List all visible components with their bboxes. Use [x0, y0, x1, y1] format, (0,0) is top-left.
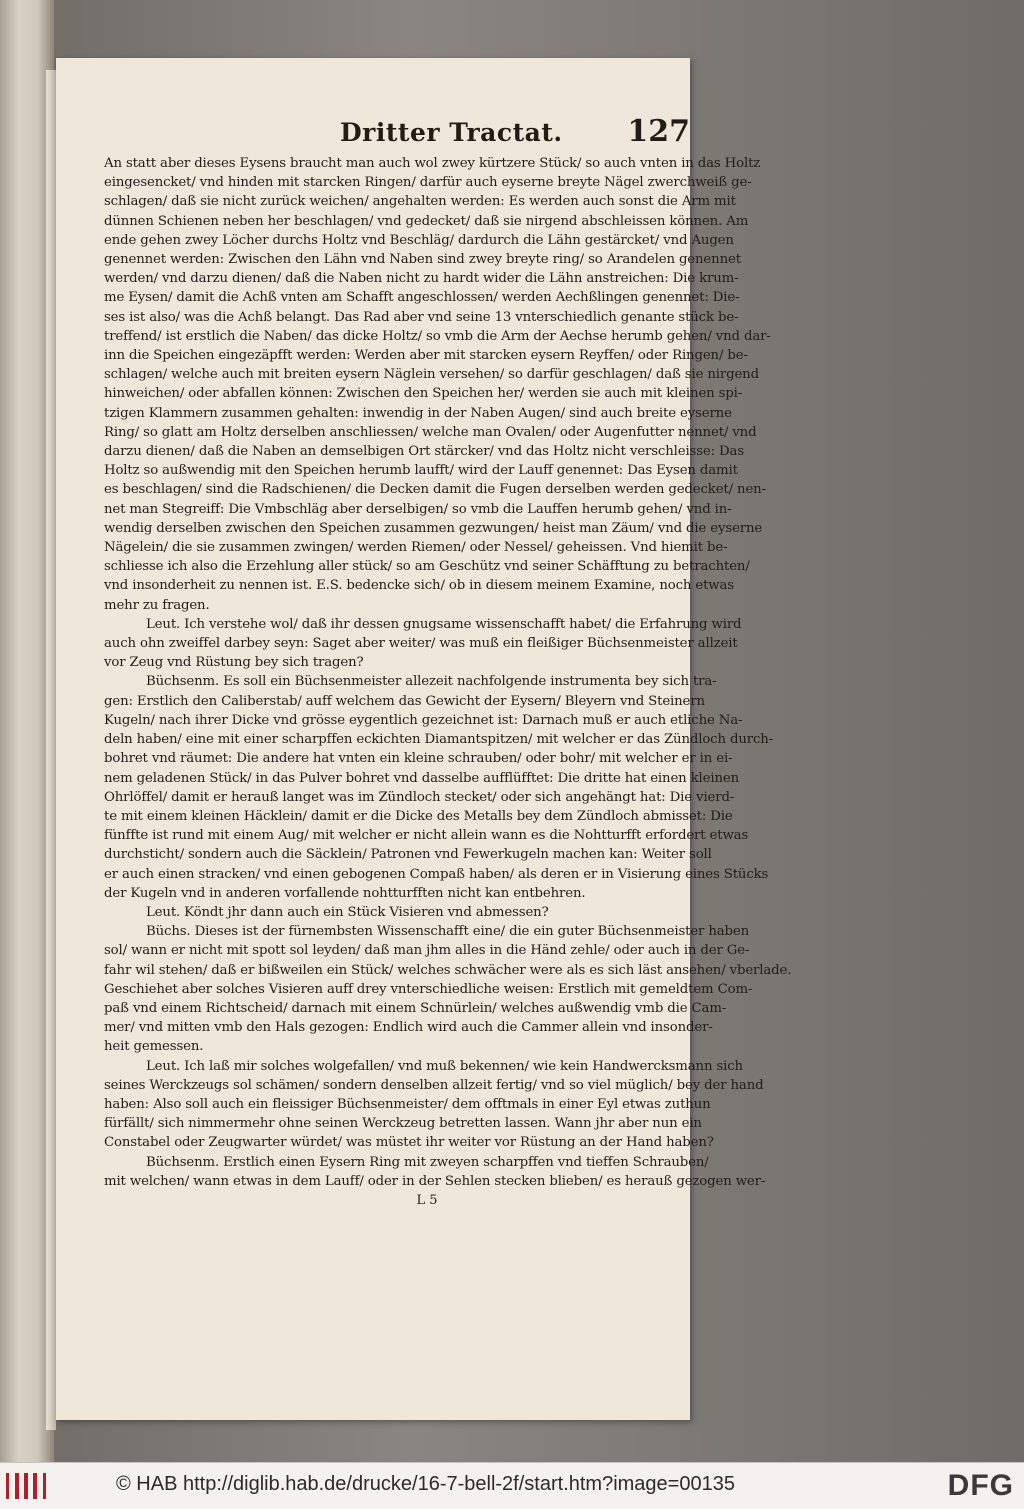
text-line: mehr zu fragen. [104, 597, 210, 613]
text-line: te mit einem kleinen Häcklein/ damit er die Dicke des Metalls bey dem Zündloch abmisset: Die [104, 808, 733, 824]
text-line: der Kugeln vnd in anderen vorfallende nohtturfften nicht kan entbehren. [104, 885, 586, 901]
text-line: Nägelein/ die sie zusammen zwingen/ werden Riemen/ oder Nessel/ geheissen. Vnd hiemit be- [104, 540, 728, 556]
text-line: Büchsenm. Es soll ein Büchsenmeister allezeit nachfolgende instrumenta bey sich tra- [146, 674, 717, 690]
previous-page-edge [46, 70, 56, 1430]
text-line: paß vnd einem Richtscheid/ darnach mit einem Schnürlein/ welches außwendig vmb die Cam- [104, 1000, 727, 1016]
text-line: Geschiehet aber solches Visieren auff drey vnterschiedliche weisen: Erstlich mit gemeldtem Com- [104, 981, 753, 997]
text-line: inn die Speichen eingezäpfft werden: Werden aber mit starcken eysern Reyffen/ oder Ringen/ be- [104, 348, 748, 364]
page-content [104, 114, 792, 1208]
text-line: fünffte ist rund mit einem Aug/ mit welcher er nicht allein wann es die Nohtturfft erfordert etwas [104, 828, 749, 844]
text-line: Ohrlöffel/ damit er herauß langet was im Zündloch stecket/ oder sich angehängt hat: Die vierd- [104, 789, 735, 805]
text-line: sol/ wann er nicht mit spott sol leyden/ daß man jhm alles in die Händ zehle/ oder auch in der Ge- [104, 943, 750, 959]
text-line: Holtz so außwendig mit den Speichen herumb laufft/ wird der Lauff genennet: Das Eysen damit [104, 463, 738, 479]
text-line: vor Zeug vnd Rüstung bey sich tragen? [104, 655, 364, 671]
text-line: wendig derselben zwischen den Speichen zusammen gezwungen/ heist man Zäum/ vnd die eyserne [104, 520, 763, 536]
text-line: auch ohn zweiffel darbey seyn: Saget aber weiter/ was muß ein fleißiger Büchsenmeister allzeit [104, 636, 738, 652]
text-line: genennet werden: Zwischen den Lähn vnd Naben sind zwey breyte ring/ so Arandelen genennet [104, 252, 741, 268]
text-line: Kugeln/ nach ihrer Dicke vnd grösse eygentlich gezeichnet ist: Darnach muß er auch etliche Na- [104, 712, 743, 728]
text-line: werden/ vnd darzu dienen/ daß die Naben nicht zu hardt wider die Lähn anstreichen: Die krum- [104, 271, 739, 287]
text-line: heit gemessen. [104, 1039, 204, 1055]
text-line: Leut. Ich verstehe wol/ daß ihr dessen gnugsame wissenschafft habet/ die Erfahrung wird [146, 616, 742, 632]
footer-bar [0, 1462, 1024, 1509]
page-number: 127 [627, 114, 690, 149]
text-line: bohret vnd räumet: Die andere hat vnten ein kleine schrauben/ oder bohr/ mit welcher er in ei- [104, 751, 733, 767]
text-line: schliesse ich also die Erzehlung aller stück/ so am Geschütz vnd seiner Schäfftung zu betrachten/ [104, 559, 750, 575]
text-line: haben: Also soll auch ein fleissiger Büchsenmeister/ dem offtmals in einer Eyl etwas zuthun [104, 1096, 711, 1112]
text-line: treffend/ ist erstlich die Naben/ das dicke Holtz/ so vmb die Arm der Aechse herumb gehen/ vnd dar- [104, 328, 771, 344]
text-line: me Eysen/ damit die Achß vnten am Schafft angeschlossen/ werden Aechßlingen genennet: Die- [104, 290, 740, 306]
running-head [104, 114, 690, 152]
text-line: gen: Erstlich den Caliberstab/ auff welchem das Gewicht der Eysern/ Bleyern vnd Steinern [104, 693, 705, 709]
text-line: An statt aber dieses Eysens braucht man auch wol zwey kürtzere Stück/ so auch vnten in das Holtz [104, 156, 761, 171]
book-page [56, 58, 792, 1420]
text-line: ses ist also/ was die Achß belangt. Das Rad aber vnd seine 13 vnterschiedlich genante stück be- [104, 309, 739, 325]
text-line: mer/ vnd mitten vmb den Hals gezogen: Endlich wird auch die Cammer allein vnd insonder- [104, 1020, 713, 1036]
text-line: darzu dienen/ daß die Naben an demselbigen Ort stärcker/ vnd das Holtz nicht verschleisse: Das [104, 444, 744, 460]
text-line: schlagen/ welche auch mit breiten eysern Näglein versehen/ so darfür geschlagen/ daß sie nirgend [104, 367, 759, 383]
running-title: Dritter Tractat. [340, 118, 563, 147]
text-line: ende gehen zwey Löcher durchs Holtz vnd Beschläg/ dardurch die Lähn gestärcket/ vnd Augen [104, 232, 734, 248]
text-line: tzigen Klammern zusammen gehalten: inwendig in der Naben Augen/ sind auch breite eyserne [104, 405, 732, 421]
text-line: dünnen Schienen neben her beschlagen/ vnd gedecket/ daß sie nirgend abschleissen können. Am [104, 213, 749, 229]
text-block [104, 154, 792, 1191]
text-line: durchsticht/ sondern auch die Säcklein/ Patronen vnd Fewerkugeln machen kan: Weiter soll [104, 847, 712, 863]
text-line: Ring/ so glatt am Holtz derselben anschliessen/ welche man Ovalen/ oder Augenfutter nennet/ vnd [104, 424, 757, 440]
text-line: Büchsenm. Erstlich einen Eysern Ring mit zweyen scharpffen vnd tieffen Schrauben/ [146, 1154, 709, 1170]
text-line: er auch einen stracken/ vnd einen gebogenen Compaß haben/ als deren er in Visierung eines Stücks [104, 866, 769, 882]
text-line: schlagen/ daß sie nicht zurück weichen/ angehalten werden: Es werden auch sonst die Arm mit [104, 194, 736, 210]
text-line: Büchs. Dieses ist der fürnembsten Wissenschafft eine/ die ein guter Büchsenmeister haben [146, 924, 750, 940]
text-line: mit welchen/ wann etwas in dem Lauff/ oder in der Sehlen stecken blieben/ es herauß gezogen wer- [104, 1173, 766, 1189]
text-line: eingesencket/ vnd hinden mit starcken Ringen/ darfür auch eyserne breyte Nägel zwerchweiß ge- [104, 175, 752, 191]
text-line: deln haben/ eine mit einer scharpffen eckichten Diamantspitzen/ mit welcher er das Zündloch durch- [104, 732, 773, 748]
text-line: fahr wil stehen/ daß er bißweilen ein Stück/ welches schwächer were als es sich läst ansehen/ vberlade. [104, 962, 792, 978]
text-line: nem geladenen Stück/ in das Pulver bohret vnd dasselbe aufflüfftet: Die dritte hat einen kleinen [104, 770, 740, 786]
text-line: Constabel oder Zeugwarter würdet/ was müstet ihr weiter vor Rüstung an der Hand haben? [104, 1135, 714, 1151]
text-line: Leut. Köndt jhr dann auch ein Stück Visieren vnd abmessen? [146, 904, 549, 920]
dfg-logo: DFG [947, 1469, 1014, 1502]
hab-logo-icon [6, 1473, 46, 1499]
text-line: fürfällt/ sich nimmermehr ohne seinen Werckzeug betretten lassen. Wann jhr aber nun ein [104, 1116, 702, 1132]
signature-mark: L 5 [416, 1192, 438, 1208]
text-line: es beschlagen/ sind die Radschienen/ die Decken damit die Fugen derselben werden gedecket/ nen- [104, 482, 766, 498]
text-line: Leut. Ich laß mir solches wolgefallen/ vnd muß bekennen/ wie kein Handwercksmann sich [146, 1058, 743, 1074]
text-line: hinweichen/ oder abfallen können: Zwischen den Speichen her/ werden sie auch mit kleinen spi- [104, 386, 743, 402]
text-line: seines Werckzeugs sol schämen/ sondern denselben allzeit fertig/ vnd so viel müglich/ bey der hand [104, 1077, 764, 1093]
copyright-link[interactable]: © HAB http://diglib.hab.de/drucke/16-7-bell-2f/start.htm?image=00135 [116, 1473, 735, 1495]
text-line: net man Stegreiff: Die Vmbschläg aber derselbigen/ so vmb die Lauffen herumb gehen/ vnd in- [104, 501, 732, 517]
text-line: vnd insonderheit zu nennen ist. E.S. bedencke sich/ ob in diesem meinem Examine, noch etwas [104, 578, 734, 594]
